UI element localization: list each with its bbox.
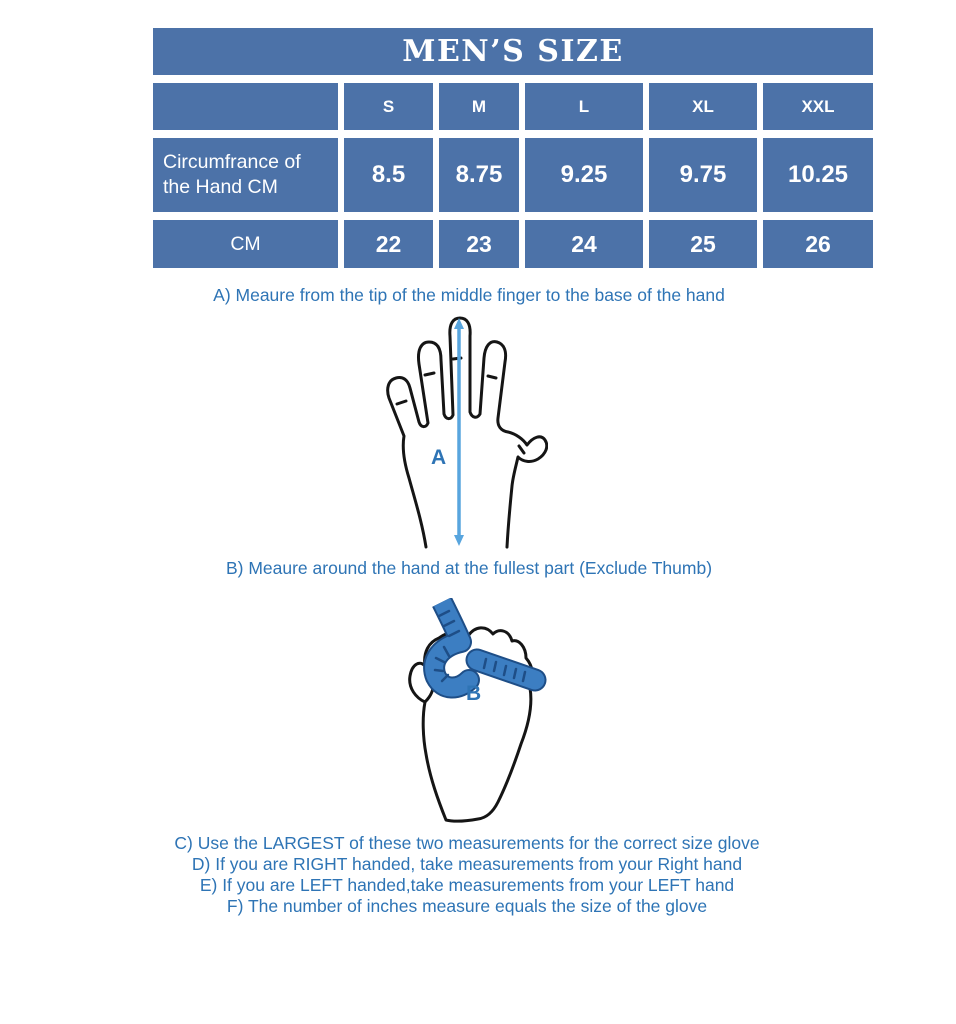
column-header-m: M — [439, 83, 519, 130]
circumference-value-m: 8.75 — [439, 138, 519, 212]
cm-value-xl: 25 — [649, 220, 757, 268]
corner-cell — [153, 83, 338, 130]
bottom-instructions — [0, 833, 945, 917]
mens-size-table — [153, 28, 873, 268]
circumference-value-xl: 9.75 — [649, 138, 757, 212]
cm-value-xxl: 26 — [763, 220, 873, 268]
row-label-circumference: Circumfrance of the Hand CM — [153, 138, 338, 212]
row-label-cm: CM — [153, 220, 338, 268]
circumference-value-s: 8.5 — [344, 138, 433, 212]
table-title: MEN’S SIZE — [153, 28, 873, 75]
instruction-f: F) The number of inches measure equals the size of the glove — [226, 896, 708, 916]
circumference-value-l: 9.25 — [525, 138, 643, 212]
instruction-d: D) If you are RIGHT handed, take measurements from your Right hand — [191, 854, 743, 874]
instruction-e: E) If you are LEFT handed,take measurements from your LEFT hand — [199, 875, 735, 895]
circumference-value-xxl: 10.25 — [763, 138, 873, 212]
instruction-a: A) Meaure from the tip of the middle finger to the base of the hand — [213, 285, 725, 305]
open-hand-illustration — [373, 314, 548, 549]
cm-value-l: 24 — [525, 220, 643, 268]
cm-value-s: 22 — [344, 220, 433, 268]
measure-arrow-a-icon — [454, 318, 464, 546]
cm-value-m: 23 — [439, 220, 519, 268]
fist-measure-illustration — [398, 598, 553, 828]
diagram-label-a: A — [431, 446, 447, 469]
hand-outline — [388, 318, 547, 547]
instruction-c: C) Use the LARGEST of these two measurements for the correct size glove — [174, 833, 760, 853]
instruction-b: B) Meaure around the hand at the fullest part (Exclude Thumb) — [225, 558, 713, 578]
column-header-l: L — [525, 83, 643, 130]
column-header-xl: XL — [649, 83, 757, 130]
column-header-xxl: XXL — [763, 83, 873, 130]
column-header-s: S — [344, 83, 433, 130]
diagram-label-b: B — [466, 682, 482, 705]
